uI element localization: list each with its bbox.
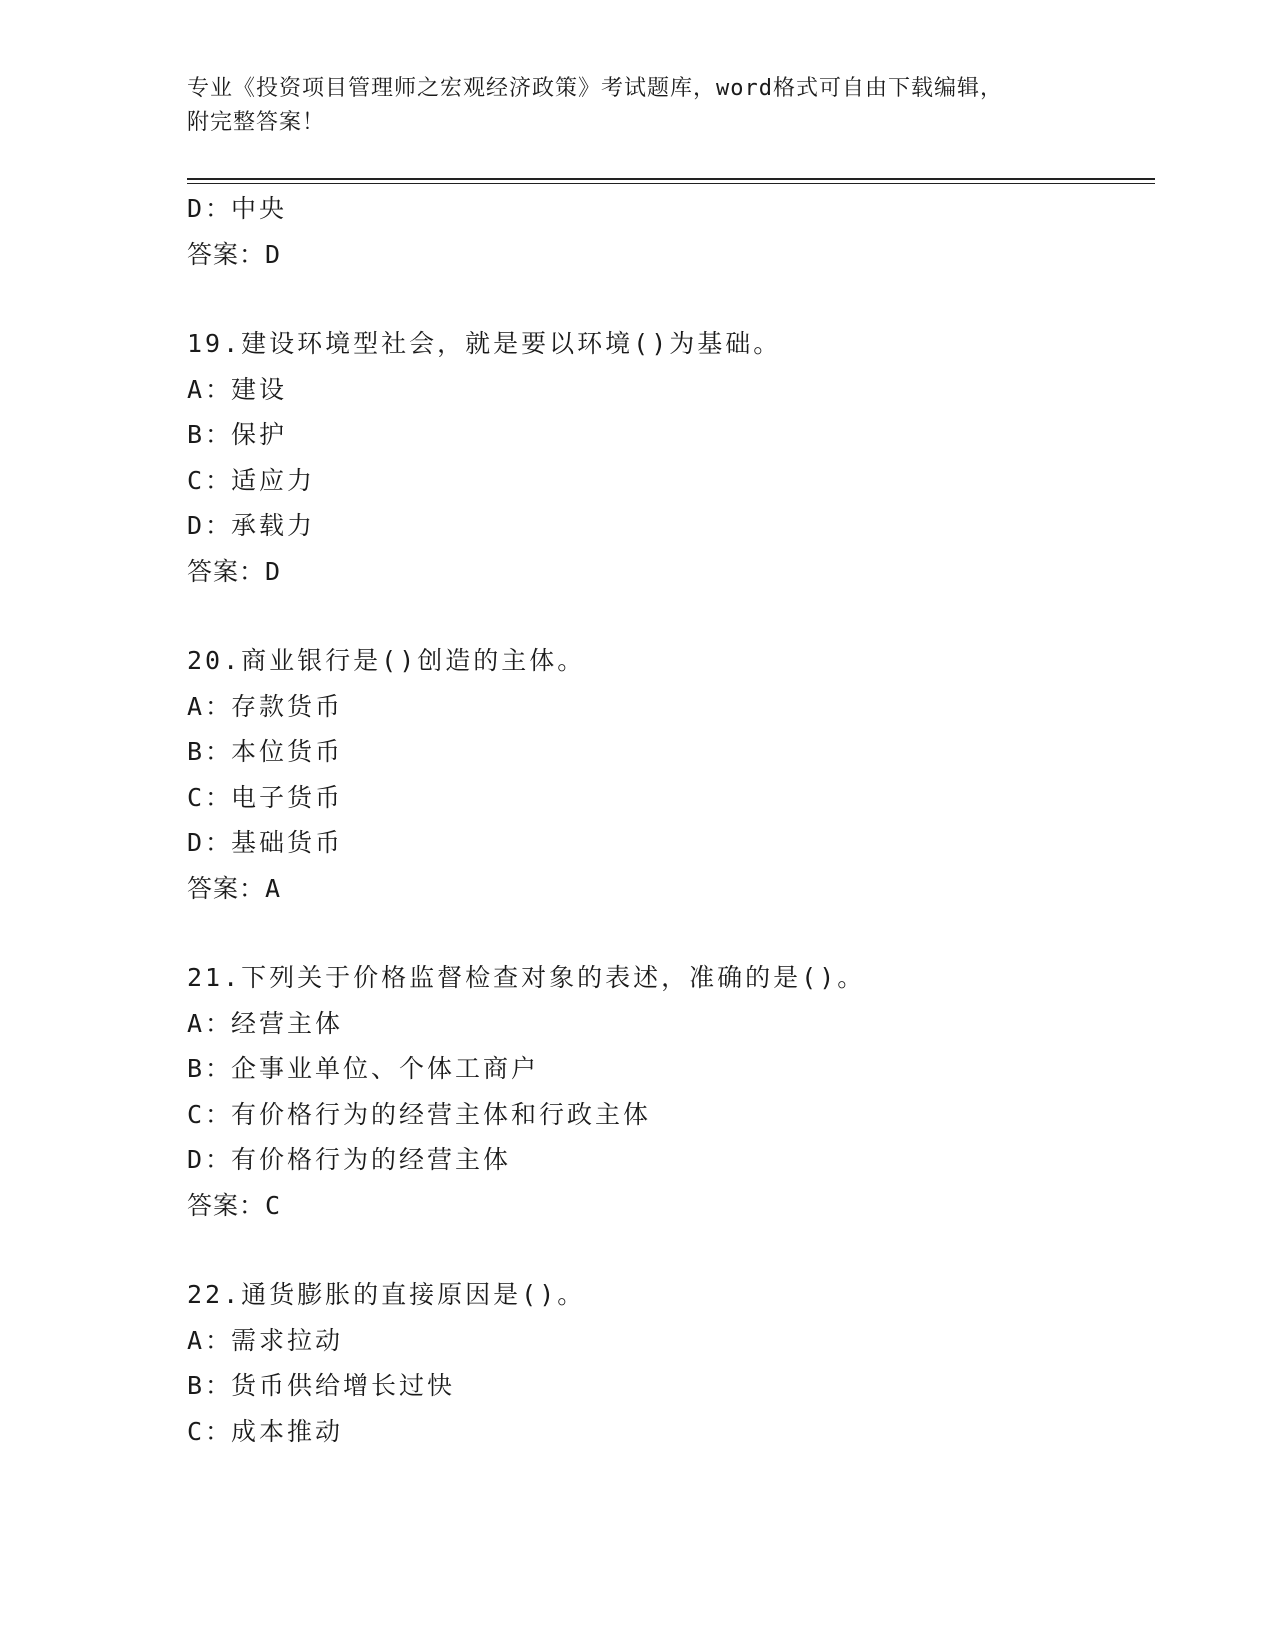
- option-item: [187, 684, 1155, 730]
- answer-label: 答案：: [187, 239, 266, 269]
- option-text: 本位货币: [231, 737, 344, 766]
- option-key: D：: [187, 828, 234, 857]
- option-key: C：: [187, 1099, 234, 1129]
- option-text: 需求拉动: [231, 1325, 344, 1355]
- option-key: A：: [187, 374, 234, 404]
- option-key: A：: [187, 1325, 234, 1355]
- option-key: B：: [187, 1054, 234, 1083]
- option-text: 有价格行为的经营主体和行政主体: [231, 1099, 652, 1129]
- option-key: B：: [187, 1371, 234, 1400]
- option-text: 电子货币: [231, 782, 344, 812]
- option-key: D：: [187, 511, 234, 540]
- option-item: [187, 1363, 1155, 1409]
- option-item: [187, 1409, 1155, 1455]
- option-item: [187, 1001, 1155, 1047]
- answer-value: C: [265, 1190, 282, 1220]
- answer-label: 答案：: [187, 873, 266, 903]
- header-divider-thin: [187, 183, 1155, 184]
- option-key: B：: [187, 420, 234, 449]
- option-key: C：: [187, 1416, 234, 1446]
- header-line-2: 附完整答案！: [187, 110, 326, 135]
- document-header: [187, 72, 1087, 140]
- option-key: A：: [187, 691, 234, 721]
- question-stem: 19.建设环境型社会，就是要以环境()为基础。: [187, 329, 782, 358]
- carryover-block: [187, 186, 1155, 277]
- header-line-1: 专业《投资项目管理师之宏观经济政策》考试题库，word格式可自由下载编辑，: [187, 76, 1003, 101]
- option-key: D：: [187, 194, 234, 223]
- option-text: 基础货币: [231, 828, 344, 857]
- question-stem: 22.通货膨胀的直接原因是()。: [187, 1280, 586, 1309]
- answer-value: D: [265, 556, 282, 586]
- answer-line: [187, 866, 1155, 912]
- option-item: [187, 458, 1155, 504]
- option-item: [187, 775, 1155, 821]
- question-stem: 21.下列关于价格监督检查对象的表述，准确的是()。: [187, 963, 866, 992]
- option-item: [187, 1092, 1155, 1138]
- option-text: 承载力: [231, 511, 316, 540]
- option-item: [187, 729, 1155, 775]
- option-text: 成本推动: [231, 1416, 344, 1446]
- question-item: [187, 321, 1155, 594]
- answer-value: A: [265, 873, 282, 903]
- question-stem: 20.商业银行是()创造的主体。: [187, 646, 586, 675]
- question-item: [187, 955, 1155, 1228]
- option-text: 建设: [231, 374, 288, 404]
- answer-label: 答案：: [187, 1190, 266, 1220]
- option-text: 有价格行为的经营主体: [231, 1145, 512, 1174]
- question-list: [187, 186, 1155, 1454]
- question-item: [187, 638, 1155, 911]
- option-item: [187, 1046, 1155, 1092]
- answer-label: 答案：: [187, 556, 266, 586]
- question-item: [187, 1272, 1155, 1454]
- header-divider: [187, 178, 1155, 180]
- option-key: C：: [187, 782, 234, 812]
- answer-value: D: [265, 239, 282, 269]
- option-item: [187, 367, 1155, 413]
- option-text: 适应力: [231, 465, 316, 495]
- option-text: 货币供给增长过快: [231, 1371, 456, 1400]
- option-text: 企事业单位、个体工商户: [231, 1054, 540, 1083]
- answer-line: [187, 1183, 1155, 1229]
- option-key: D：: [187, 1145, 234, 1174]
- option-text: 经营主体: [231, 1008, 344, 1038]
- option-item: [187, 1318, 1155, 1364]
- option-text: 中央: [231, 194, 288, 223]
- option-item: [187, 503, 1155, 549]
- answer-line: [187, 232, 1155, 278]
- option-item: [187, 412, 1155, 458]
- option-item: [187, 820, 1155, 866]
- option-item: [187, 1137, 1155, 1183]
- option-key: C：: [187, 465, 234, 495]
- option-key: B：: [187, 737, 234, 766]
- answer-line: [187, 549, 1155, 595]
- option-text: 保护: [231, 420, 288, 449]
- option-item: [187, 186, 1155, 232]
- option-text: 存款货币: [231, 691, 344, 721]
- option-key: A：: [187, 1008, 234, 1038]
